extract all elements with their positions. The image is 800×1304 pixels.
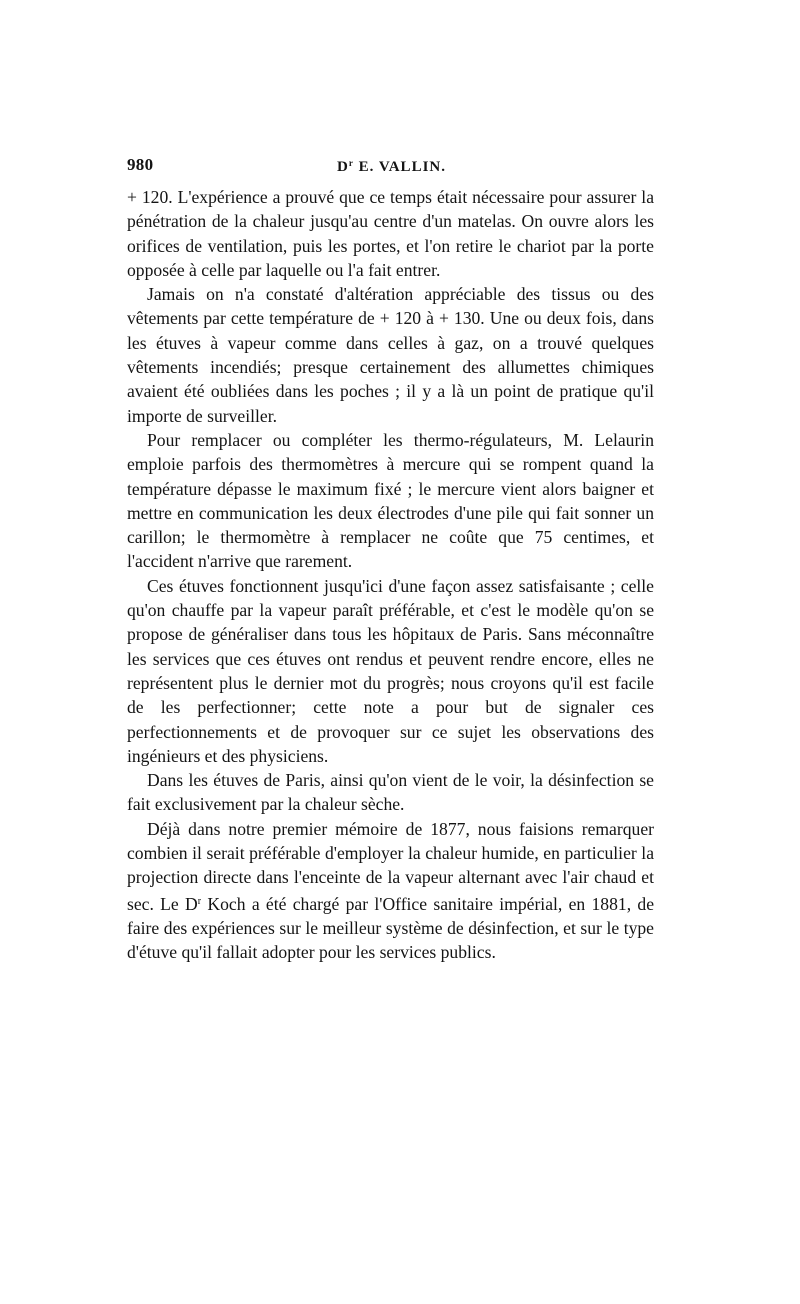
- paragraph-text-after: Koch a été chargé par l'Office sanitaire impérial, en 1881, de faire des expériences sur le meilleur système de désinfection, et sur le type d'étuve qu'il fallait adopter pour les services publics.: [127, 893, 655, 963]
- paragraph: Pour remplacer ou compléter les thermo-régulateurs, M. Lelaurin emploie parfois des thermomètres à mercure qui se rompent quand la température dépasse le maximum fixé ; le mercure vient alors baigner et mettre en communication les deux électrodes d'une pile qui fait sonner un carillon; le thermomètre à remplacer ne coûte que 75 centimes, et l'accident n'arrive que rarement.: [127, 429, 654, 572]
- doctor-abbrev-sup: r: [197, 895, 202, 907]
- running-head: [337, 158, 446, 176]
- paragraph: Ces étuves fonctionnent jusqu'ici d'une façon assez satisfaisante ; celle qu'on chauffe par la vapeur paraît préférable, et c'est le modèle qu'on se propose de généraliser dans tous les hôpitaux de Paris. Sans méconnaître les services que ces étuves ont rendus et peuvent rendre encore, elles ne représentent plus le dernier mot du progrès; nous croyons qu'il est facile de les perfectionner; cette note a pour but de signaler ces perfectionnements et de provoquer sur ce sujet les observations des ingénieurs et des physiciens.: [127, 575, 654, 766]
- author-prefix: D: [337, 159, 349, 175]
- page-number: 980: [127, 155, 154, 174]
- paragraph: Jamais on n'a constaté d'altération appréciable des tissus ou des vêtements par cette température de + 120 à + 130. Une ou deux fois, dans les étuves à vapeur comme dans celles à gaz, on a trouvé quelques vêtements incendiés; presque certainement des allumettes chimiques avaient été oubliées dans les poches ; il y a là un point de pratique qu'il importe de surveiller.: [127, 284, 654, 426]
- paragraph: Dans les étuves de Paris, ainsi qu'on vient de le voir, la désinfection se fait exclusivement par la chaleur sèche.: [127, 770, 654, 815]
- author-name: E. VALLIN.: [353, 159, 446, 175]
- author-prefix-sup: r: [348, 158, 354, 168]
- paragraph-last: [127, 817, 654, 965]
- paragraph-text-before: Déjà dans notre premier mémoire de 1877, nous faisions remarquer combien il serait préférable d'employer la chaleur humide, en particulier la projection directe dans l'enceinte de la vapeur alternant avec l'air chaud et sec. Le D: [127, 818, 654, 914]
- page-header: [127, 155, 657, 179]
- paragraph: + 120. L'expérience a prouvé que ce temps était nécessaire pour assurer la pénétration de la chaleur jusqu'au centre d'un matelas. On ouvre alors les orifices de ventilation, puis les portes, et l'on retire le chariot par la porte opposée à celle par laquelle ou l'a fait entrer.: [127, 187, 654, 280]
- body-text: [127, 185, 654, 965]
